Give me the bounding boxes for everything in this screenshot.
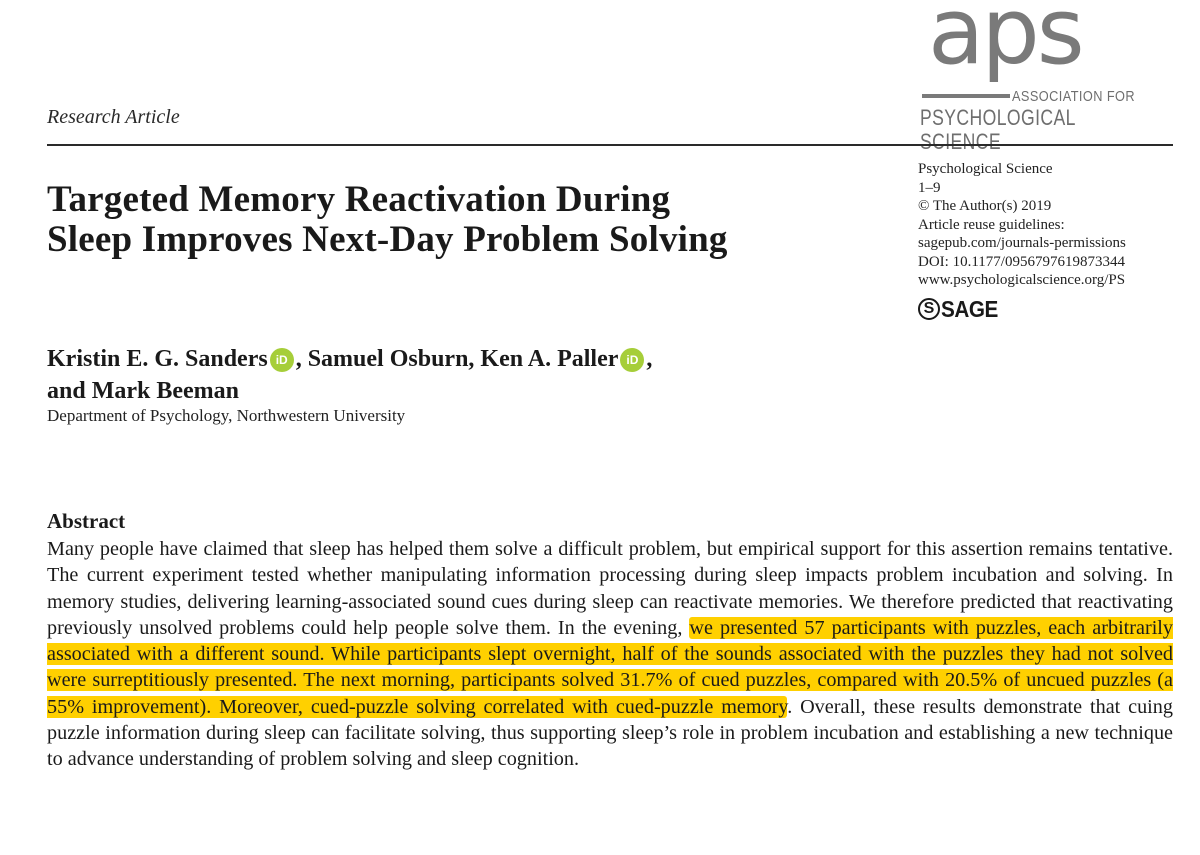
journal-info <box>918 160 1188 290</box>
journal-website[interactable]: www.psychologicalscience.org/PS <box>918 272 1126 288</box>
reuse-guidelines: Article reuse guidelines: <box>918 216 1065 233</box>
sage-logo-word: SAGE <box>941 295 998 322</box>
aps-logo-bar <box>922 94 1010 98</box>
copyright: © The Author(s) 2019 <box>918 198 1052 214</box>
orcid-icon[interactable]: iD <box>270 348 294 372</box>
abstract-heading: Abstract <box>47 509 126 533</box>
article-title <box>47 180 907 260</box>
sage-logo <box>918 296 1004 322</box>
author-comma: , <box>646 346 653 372</box>
header-rule <box>47 144 1173 146</box>
aps-logo-letters: aps <box>928 0 1082 85</box>
author-4: and Mark Beeman <box>47 378 239 404</box>
aps-logo-line2: PSYCHOLOGICAL SCIENCE <box>920 105 1076 154</box>
title-line-1: Targeted Memory Reactivation During <box>47 179 671 220</box>
permissions-link[interactable]: sagepub.com/journals-permissions <box>918 235 1126 251</box>
doi[interactable]: DOI: 10.1177/0956797619873344 <box>918 253 1125 270</box>
abstract-text-before: Many people have claimed that sleep has helped them solve a difficult problem, but empirical support for this assertion remains tentative. The current experiment tested whether manipulating information processing during sleep impacts problem incubation and solving. In memory studies, delivering learning-associated sound cues during sleep can reactivate memories. We therefore predicted that reactivating previously unsolved problems could help people solve them. In the evening, <box>47 538 1173 639</box>
aps-logo-line1: ASSOCIATION FOR <box>1012 88 1136 105</box>
title-line-2: Sleep Improves Next-Day Problem Solving <box>47 219 728 260</box>
abstract-body <box>47 536 1173 773</box>
abstract-highlighted-text: we presented 57 participants with puzzles, each arbitrarily associated with a different sound. While participants slept overnight, half of the sounds associated with the puzzles they had not solved were surreptitiously presented. The next morning, participants solved 31.7% of cued puzzles, compared with 20.5% of uncued puzzles (a 55% improvement). Moreover, cued-puzzle solving correlated with cued-puzzle memory <box>47 616 1174 718</box>
journal-pages: 1–9 <box>918 179 941 196</box>
section-label: Research Article <box>47 106 180 128</box>
abstract-text-after: . Overall, these results demonstrate that cuing puzzle information during sleep can facilitate solving, thus supporting sleep’s role in problem incubation and establishing a new technique to advance understanding of problem solving and sleep cognition. <box>47 695 1173 771</box>
author-2-3: , Samuel Osburn, Ken A. Paller <box>295 346 619 372</box>
orcid-icon[interactable]: iD <box>620 348 644 372</box>
authors <box>47 343 847 407</box>
journal-name: Psychological Science <box>918 161 1053 177</box>
affiliation: Department of Psychology, Northwestern University <box>47 406 406 425</box>
author-1: Kristin E. G. Sanders <box>47 346 268 372</box>
sage-logo-mark: S <box>918 298 940 320</box>
